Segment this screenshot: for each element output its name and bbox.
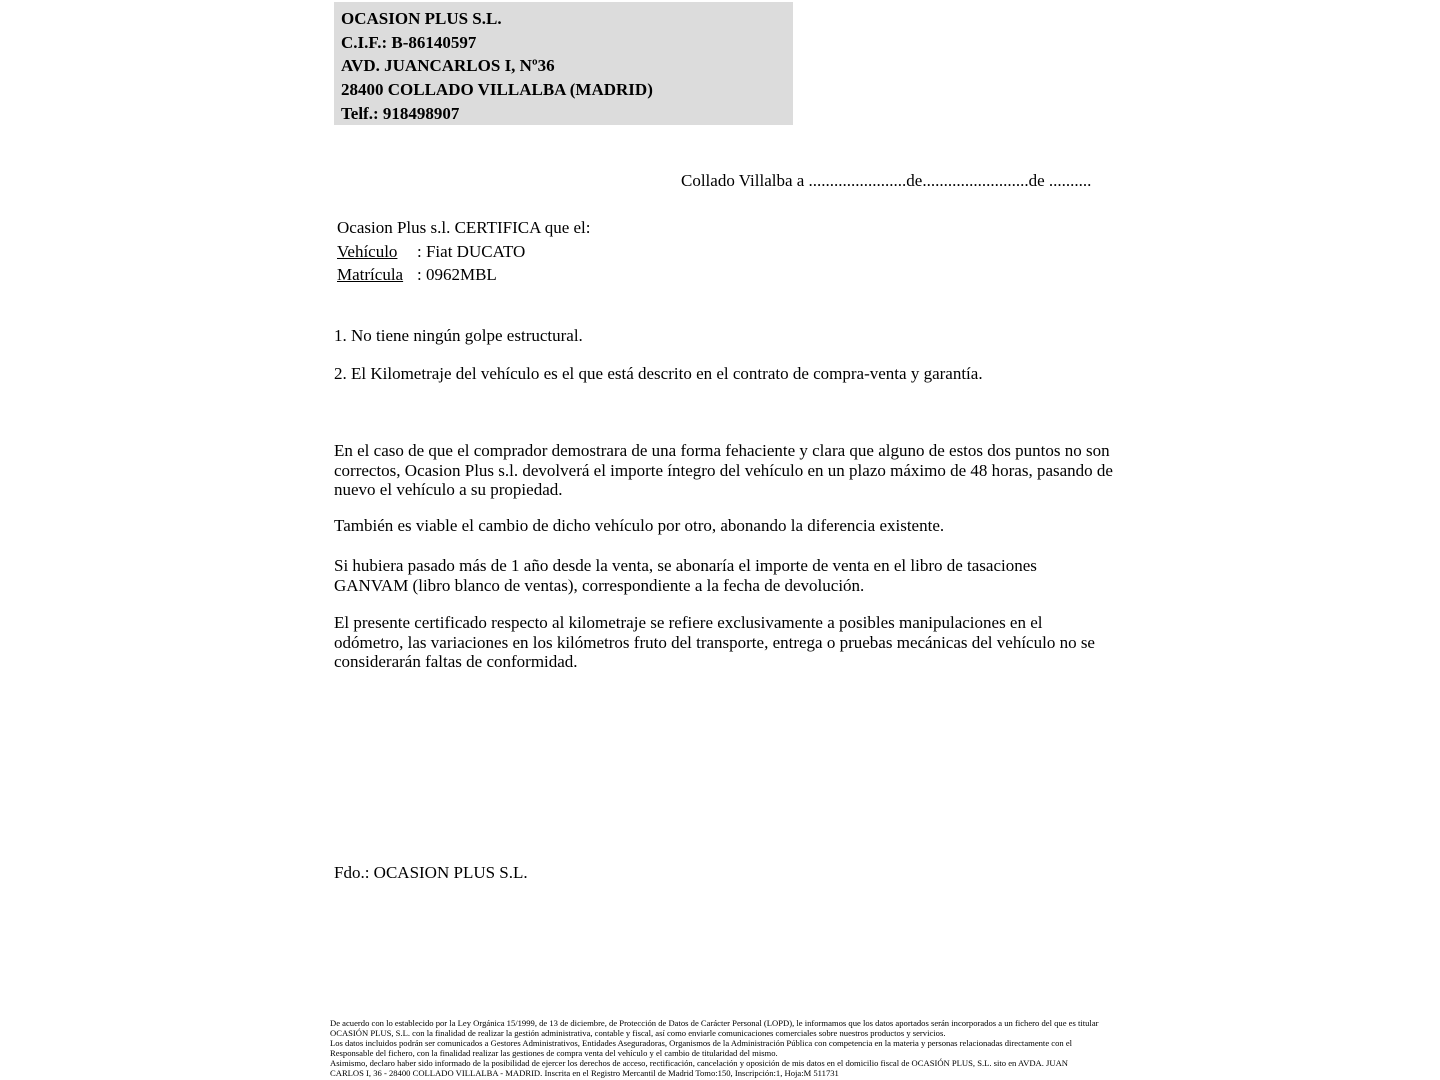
- company-address: AVD. JUANCARLOS I, Nº36: [341, 56, 555, 76]
- company-city: 28400 COLLADO VILLALBA (MADRID): [341, 80, 653, 100]
- company-info-box: [334, 2, 793, 125]
- vehicle-row: [337, 240, 591, 264]
- paragraph-refund: En el caso de que el comprador demostrara de una forma fehaciente y clara que alguno de estos dos puntos no son correctos, Ocasion Plus s.l. devolverá el importe íntegro del vehículo en un plazo máximo de 48 horas, pasando de nuevo el vehículo a su propiedad.: [334, 441, 1113, 500]
- certificate-intro: Ocasion Plus s.l. CERTIFICA que el:: [337, 218, 591, 237]
- legal-line: CARLOS I, 36 - 28400 COLLADO VILLALBA - MADRID. Inscrita en el Registro Mercantil de Madrid Tomo:150, Inscripción:1, Hoja:M 511731: [330, 1067, 839, 1078]
- condition-list: [334, 326, 1114, 383]
- company-phone: Telf.: 918498907: [341, 103, 460, 123]
- plate-label: Matrícula: [337, 265, 404, 284]
- legal-line: De acuerdo con lo establecido por la Ley Orgánica 15/1999, de 13 de diciembre, de Protección de Datos de Carácter Personal (LOPD), le informamos que los datos aportados serán incorporados a un fichero del que es titular: [330, 1018, 1099, 1028]
- paragraph-ganvam: Si hubiera pasado más de 1 año desde la venta, se abonaría el importe de venta en el libro de tasaciones GANVAM (libro blanco de ventas), correspondiente a la fecha de devolución.: [334, 556, 1037, 595]
- condition-item-2: 2. El Kilometraje del vehículo es el que está descrito en el contrato de compra-venta y garantía.: [334, 363, 983, 383]
- company-cif: C.I.F.: B-86140597: [341, 32, 477, 52]
- condition-item-1: 1. No tiene ningún golpe estructural.: [334, 326, 583, 345]
- plate-value: : 0962MBL: [417, 265, 497, 284]
- vehicle-label: Vehículo: [337, 241, 398, 261]
- legal-line: Responsable del fichero, con la finalidad realizar las gestiones de compra venta del vehículo y el cambio de titularidad del mismo.: [330, 1047, 778, 1058]
- legal-line: OCASIÓN PLUS, S.L. con la finalidad de realizar la gestión administrativa, contable y fiscal, así como enviarle comunicaciones comerciales sobre nuestros productos y servicios.: [330, 1027, 946, 1038]
- vehicle-value: : Fiat DUCATO: [417, 241, 526, 261]
- certificate-block: [337, 216, 591, 287]
- paragraph-odometer: El presente certificado respecto al kilometraje se refiere exclusivamente a posibles manipulaciones en el odómetro, las variaciones en los kilómetros fruto del transporte, entrega o pruebas mecánicas del vehículo no se considerarán faltas de conformidad.: [334, 613, 1095, 672]
- date-line: Collado Villalba a .......................de.........................de ..........: [681, 171, 1092, 190]
- company-name: OCASION PLUS S.L.: [341, 9, 502, 28]
- plate-row: [337, 263, 591, 287]
- signature-line: Fdo.: OCASION PLUS S.L.: [334, 863, 528, 882]
- paragraph-exchange: También es viable el cambio de dicho vehículo por otro, abonando la diferencia existente.: [334, 516, 945, 535]
- legal-footer: [330, 1019, 1099, 1078]
- legal-line: Los datos incluidos podrán ser comunicados a Gestores Administrativos, Entidades Aseguradoras, Organismos de la Administración Pública con competencia en la materia y personas relacionadas directamente con el: [330, 1037, 1073, 1048]
- legal-line: Asimismo, declaro haber sido informado de la posibilidad de ejercer los derechos de acceso, rectificación, cancelación y oposición de mis datos en el domicilio fiscal de OCASIÓN PLUS, S.L. sito en AVDA. JUAN: [330, 1057, 1069, 1068]
